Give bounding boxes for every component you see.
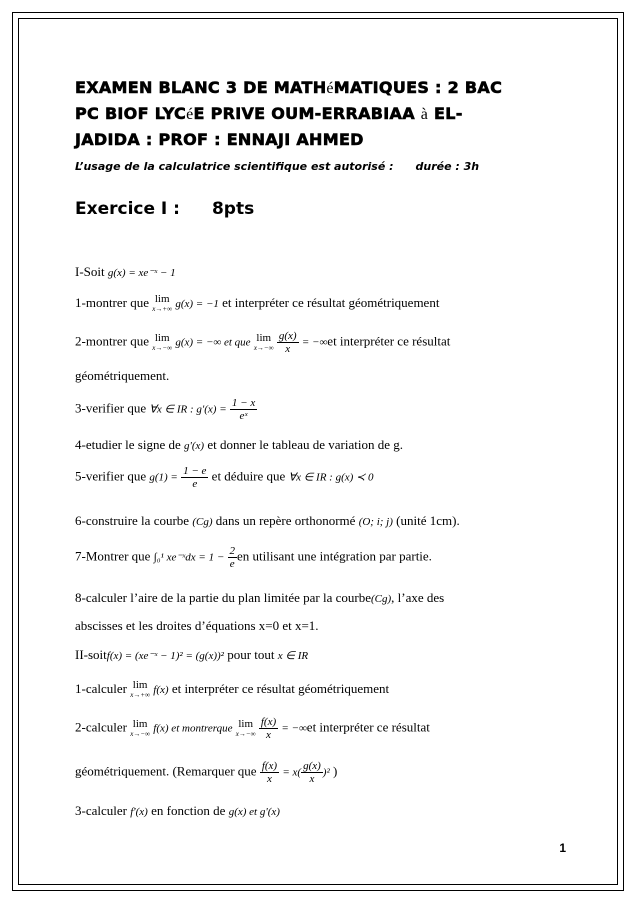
l15-fraction — [260, 760, 279, 785]
title-line2c: E PRIVE OUM-ERRABIAA — [193, 104, 421, 123]
l9-text-b: en utilisant une intégration par partie. — [237, 548, 432, 564]
l14-lim: lim — [132, 717, 148, 730]
l9-num: 2 — [229, 545, 235, 557]
l16-text-a: 3-calculer — [75, 803, 127, 818]
l3-den: x — [285, 343, 291, 355]
l12-math2: x ∈ IR — [277, 650, 309, 662]
exercise-title: Exercice I : — [75, 199, 180, 219]
l15-num2: g(x) — [303, 760, 321, 772]
l3-num: g(x) — [278, 330, 297, 342]
line-15 — [75, 760, 337, 785]
l10-text-a: 8-calculer l’aire de la partie du plan limitée par la courbe — [75, 590, 371, 605]
l12-text-b: pour tout — [227, 647, 275, 662]
l5-text: 3-verifier que — [75, 400, 147, 416]
l14-num: f(x) — [260, 716, 277, 728]
l7-text-b: et déduire que — [211, 468, 286, 484]
title-part1: EXAMEN BLANC 3 DE MATH — [75, 78, 327, 97]
title-line2d: à — [420, 106, 429, 123]
line-13 — [75, 680, 389, 700]
l15-num: f(x) — [261, 760, 278, 772]
l7-text-a: 5-verifier que — [75, 468, 147, 484]
l13-text-b: et interpréter ce résultat géométriquement — [171, 680, 390, 696]
l2-limit — [152, 294, 172, 314]
l13-math: f(x) — [153, 683, 169, 696]
l2-lim: lim — [154, 293, 170, 305]
line-5 — [75, 397, 257, 422]
l11-text: abscisses et les droites d’équations x=0 et x=1. — [75, 618, 319, 633]
l2-sub: x→+∞ — [152, 305, 173, 313]
l3-lim: lim — [154, 331, 170, 344]
exercise-points: 8pts — [211, 199, 255, 219]
l9-math: ∫₀¹ xe⁻ˣdx = 1 − — [153, 551, 225, 564]
l14-text-a: 2-calculer — [75, 719, 127, 735]
l4-text: géométriquement. — [75, 368, 170, 383]
header-block — [75, 75, 575, 219]
l6-math: g'(x) — [184, 440, 205, 452]
l15-den2: x — [309, 773, 315, 785]
line-3 — [75, 330, 450, 355]
l5-num: 1 − x — [231, 397, 256, 409]
line-14 — [75, 716, 430, 741]
l6-text-a: 4-etudier le signe de — [75, 437, 181, 452]
line-4 — [75, 368, 169, 384]
l2-text-a: 1-montrer que — [75, 294, 150, 310]
l14-limit2 — [236, 719, 256, 739]
l3-text-a: 2-montrer que — [75, 333, 150, 349]
l14-sub2: x→−∞ — [235, 729, 256, 738]
l3-math: g(x) = −∞ et que — [175, 336, 251, 349]
l3-text-b: et interpréter ce résultat — [327, 333, 451, 349]
line-1 — [75, 264, 176, 280]
l14-den: x — [266, 729, 271, 741]
note-text: L’usage de la calculatrice scientifique est autorisé : — [75, 160, 394, 173]
title-part2: MATIQUES : 2 BAC — [333, 78, 503, 97]
l16-math: f'(x) — [130, 806, 148, 818]
l15-text-a: géométriquement. (Remarquer que — [75, 763, 257, 779]
l5-fraction — [230, 397, 257, 422]
duration-text: durée : 3h — [415, 160, 480, 173]
l9-fraction — [228, 545, 238, 570]
l6-text-b: et donner le tableau de variation de g. — [207, 437, 403, 452]
l13-limit — [130, 680, 150, 700]
l13-sub: x→+∞ — [130, 691, 151, 699]
l5-math: ∀x ∈ IR : g'(x) = — [149, 403, 227, 416]
l8-text-b: dans un repère orthonormé — [215, 513, 356, 528]
l3-limit — [152, 333, 172, 353]
l7-num: 1 − e — [183, 465, 207, 477]
l15-math: = x( — [282, 766, 302, 779]
l7-den: e — [192, 478, 198, 490]
line-9 — [75, 545, 432, 570]
l14-fraction — [259, 716, 278, 741]
l5-den: eˣ — [239, 410, 248, 422]
line-7 — [75, 465, 374, 490]
l9-text-a: 7-Montrer que — [75, 548, 151, 564]
l3-sub2: x→−∞ — [253, 343, 274, 352]
l14-lim2: lim — [238, 717, 254, 730]
l9-den: e — [229, 558, 235, 570]
l1-math: g(x) = xe⁻ˣ − 1 — [107, 267, 176, 279]
l8-math: (Cg) — [192, 516, 213, 528]
line-12 — [75, 647, 308, 663]
l15-math2: )² — [322, 766, 330, 779]
title-line2e: EL- — [428, 104, 463, 123]
l3-limit2 — [254, 333, 274, 353]
l8-math2: (O; i; j) — [358, 516, 393, 528]
l16-math2: g(x) et g'(x) — [228, 806, 280, 818]
line-8 — [75, 513, 460, 529]
l13-text-a: 1-calculer — [75, 680, 127, 696]
l3-fraction — [277, 330, 299, 355]
exercise-heading — [75, 199, 575, 219]
l15-text-b: ) — [333, 763, 338, 779]
title-line2a: PC BIOF LYC — [75, 104, 187, 123]
l2-text-b: et interpréter ce résultat géométriquement — [222, 294, 440, 310]
l14-limit — [130, 719, 150, 739]
title-line2b: é — [186, 106, 194, 123]
l13-lim: lim — [132, 679, 148, 691]
l8-text-a: 6-construire la courbe — [75, 513, 190, 528]
l12-text-a: II-soit — [75, 647, 107, 662]
line-11 — [75, 618, 319, 634]
l2-math: g(x) = −1 — [175, 297, 219, 310]
l15-den: x — [267, 773, 272, 785]
exam-title — [75, 75, 575, 152]
line-16 — [75, 803, 280, 819]
title-line3: JADIDA : PROF : ENNAJI AHMED — [75, 130, 364, 149]
l14-math: f(x) et montrerque — [153, 722, 233, 735]
l7-math2: ∀x ∈ IR : g(x) ≺ 0 — [288, 471, 374, 484]
l12-math: f(x) = (xe⁻ˣ − 1)² = (g(x))² — [106, 650, 224, 662]
line-2 — [75, 294, 439, 314]
page-number: 1 — [559, 841, 566, 855]
l14-text-b: et interpréter ce résultat — [306, 719, 430, 735]
l3-sub: x→−∞ — [152, 343, 173, 352]
l3-math2: = −∞ — [301, 336, 328, 349]
l16-text-b: en fonction de — [151, 803, 226, 818]
l3-lim2: lim — [256, 331, 272, 344]
l14-sub: x→−∞ — [130, 729, 151, 738]
l10-text-b: , l’axe des — [391, 590, 445, 605]
calculator-note — [75, 160, 575, 173]
line-10 — [75, 590, 444, 606]
l14-math2: = −∞ — [281, 722, 307, 735]
l10-math: (Cg) — [370, 593, 392, 605]
l8-text-c: (unité 1cm). — [396, 513, 460, 528]
l7-fraction — [181, 465, 208, 490]
l1-text: I-Soit — [75, 264, 105, 279]
title-accent: é — [326, 80, 334, 97]
l7-math: g(1) = — [149, 471, 178, 484]
line-6 — [75, 437, 403, 453]
l15-fraction2 — [301, 760, 323, 785]
